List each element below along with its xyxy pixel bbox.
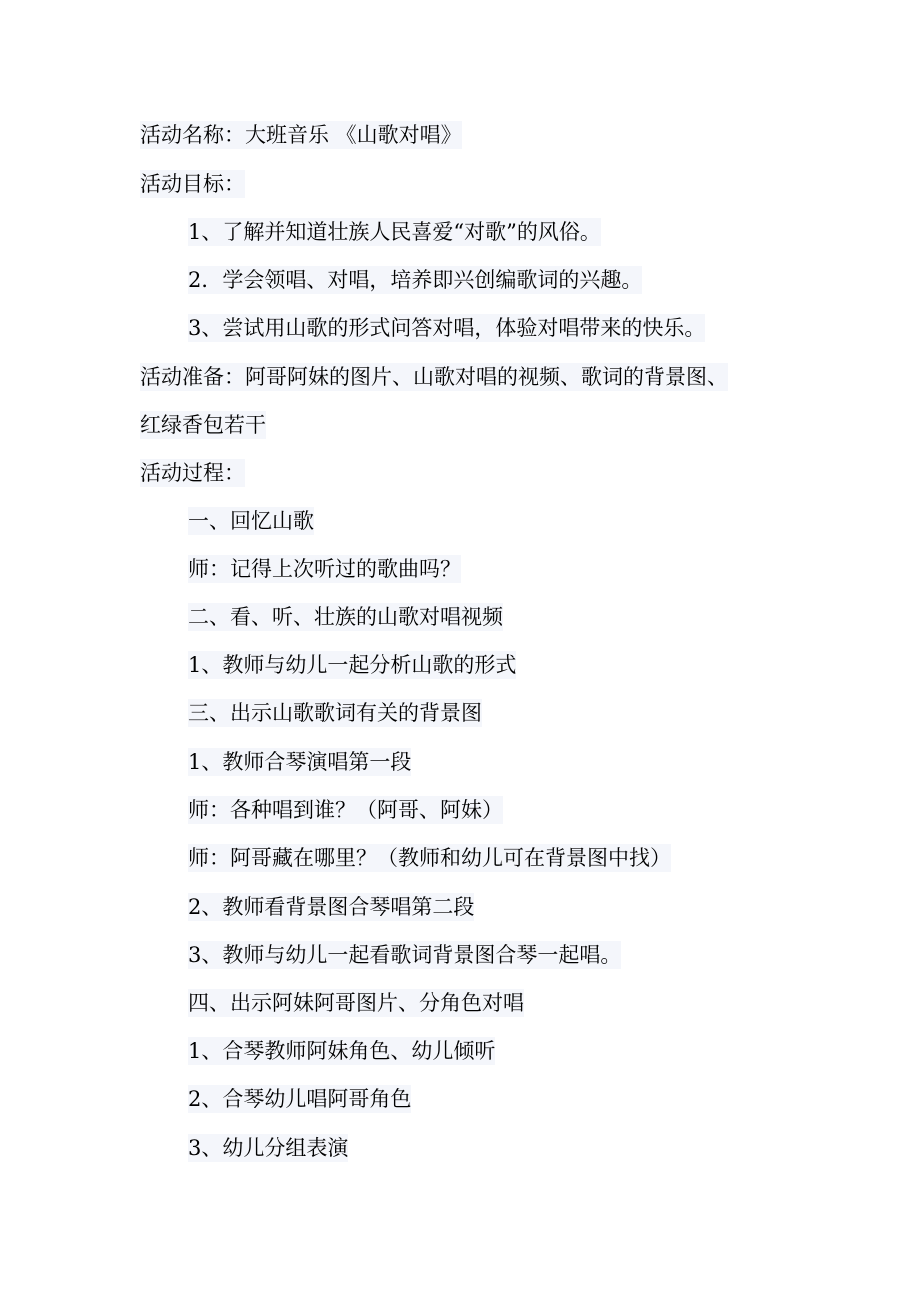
process-heading-text: 活动过程：: [140, 461, 245, 485]
goal-item-text: 3、尝试用山歌的形式问答对唱，体验对唱带来的快乐。: [188, 316, 706, 340]
process-step-text: 师：阿哥藏在哪里？（教师和幼儿可在背景图中找）: [188, 846, 671, 870]
process-step: [188, 941, 621, 969]
goal-item: [188, 314, 705, 342]
process-step: [188, 1037, 495, 1065]
goal-item: [188, 218, 601, 246]
process-heading: [140, 459, 245, 487]
process-step: [188, 748, 411, 776]
process-step: [188, 1134, 348, 1162]
process-step-text: 三、出示山歌歌词有关的背景图: [188, 701, 482, 725]
preparation-line-continued-text: 红绿香包若干: [140, 413, 266, 437]
process-step-text: 1、合琴教师阿妹角色、幼儿倾听: [188, 1039, 496, 1063]
goals-heading-text: 活动目标：: [140, 172, 245, 196]
process-step-text: 四、出示阿妹阿哥图片、分角色对唱: [188, 991, 524, 1015]
process-step-text: 2、教师看背景图合琴唱第二段: [188, 895, 475, 919]
process-step: [188, 603, 503, 631]
process-step-text: 一、回忆山歌: [188, 509, 314, 533]
process-step-text: 2、合琴幼儿唱阿哥角色: [188, 1087, 412, 1111]
process-step-text: 3、幼儿分组表演: [188, 1136, 349, 1160]
goals-heading: [140, 170, 245, 198]
process-step: [188, 989, 524, 1017]
goal-item-text: 2．学会领唱、对唱，培养即兴创编歌词的兴趣。: [188, 268, 643, 292]
goal-item: [188, 266, 642, 294]
preparation-line-text: 活动准备：阿哥阿妹的图片、山歌对唱的视频、歌词的背景图、: [140, 365, 728, 389]
process-step-text: 3、教师与幼儿一起看歌词背景图合琴一起唱。: [188, 943, 622, 967]
process-step: [188, 507, 314, 535]
process-step: [188, 893, 474, 921]
activity-title: [140, 121, 462, 149]
preparation-line: [140, 363, 728, 391]
process-step-text: 师：记得上次听过的歌曲吗？: [188, 557, 461, 581]
process-step: [188, 555, 461, 583]
process-step-text: 二、看、听、壮族的山歌对唱视频: [188, 605, 503, 629]
process-step: [188, 1085, 411, 1113]
process-step: [188, 844, 671, 872]
preparation-line-continued: [140, 411, 266, 439]
process-step-text: 师：各种唱到谁？（阿哥、阿妹）: [188, 798, 503, 822]
goal-item-text: 1、了解并知道壮族人民喜爱“对歌”的风俗。: [188, 220, 601, 244]
activity-title-text: 活动名称：大班音乐 《山歌对唱》: [140, 123, 462, 147]
process-step-text: 1、教师合琴演唱第一段: [188, 750, 412, 774]
process-step: [188, 699, 482, 727]
process-step: [188, 796, 503, 824]
process-step-text: 1、教师与幼儿一起分析山歌的形式: [188, 653, 517, 677]
process-step: [188, 651, 516, 679]
